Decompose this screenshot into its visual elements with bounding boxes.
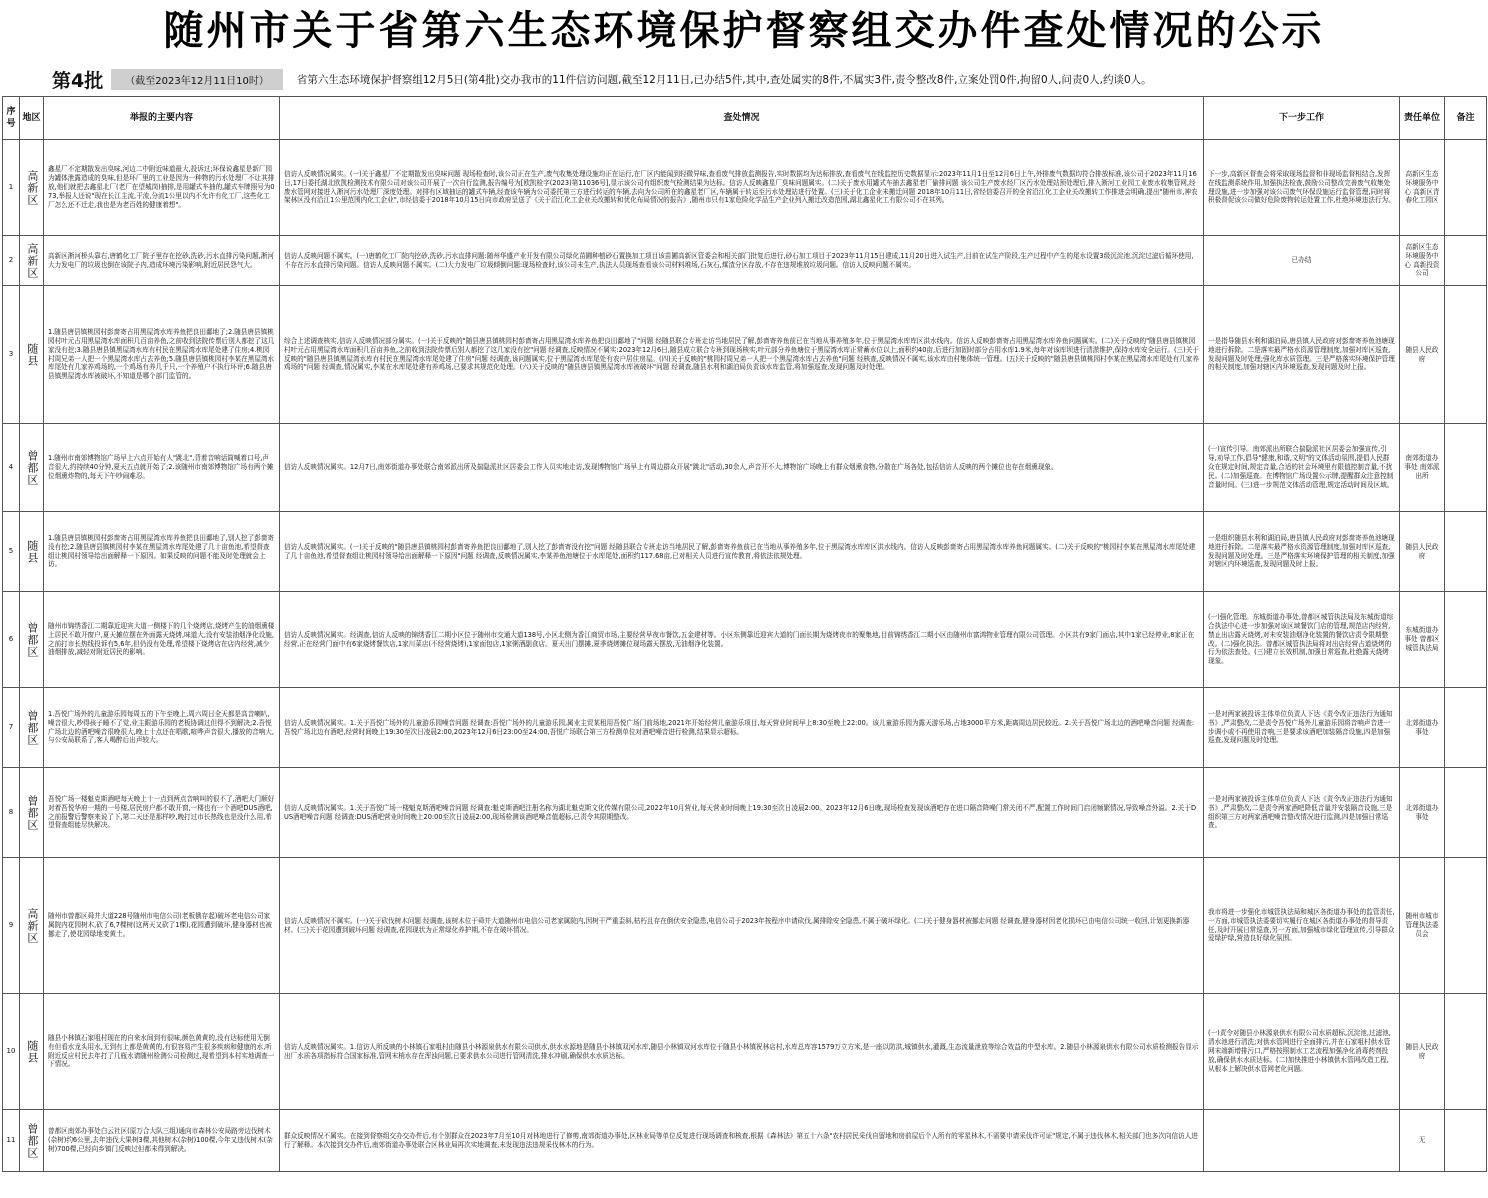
header-unit: 责任单位 xyxy=(1400,97,1445,140)
row-unit: 高新区生态环境服务中心 高新投资公司 xyxy=(1404,242,1440,278)
table-row xyxy=(3,512,1487,592)
row-next: 我市将进一步强化市城管执法局和城区各街道办事处的监管责任,一方面,市城管执法委要切实履行在城区各街道办事处的督导责任,及时开展日常巡查,另一方面,加强城市绿化管理宣传,引导群众爱绿护绿,营造良好绿化氛围。 xyxy=(1208,907,1395,943)
row-no: 11 xyxy=(3,1110,20,1172)
row-unit: 北郊街道办事处 xyxy=(1405,718,1439,736)
row-no: 4 xyxy=(3,424,20,512)
row-remark xyxy=(1445,424,1487,512)
table-row xyxy=(3,768,1487,858)
row-unit: 随州市城市管理执法委员会 xyxy=(1405,912,1439,938)
row-remark xyxy=(1445,286,1487,424)
row-no: 9 xyxy=(3,858,20,994)
row-no: 1 xyxy=(3,140,20,236)
row-content: 曾都区南郊办事处白云社区(原万合大队三组)通向市森林公安局路旁边伐树木(杂树)约6公里,去年违伐大果树3棵,其他树木(杂树)100棵,今年又违伐树木(杂树)700棵,已经向乡镇门反映过但都未得到解决。 xyxy=(48,1127,273,1153)
table-row xyxy=(3,858,1487,994)
row-result: 信访人反映情况属实。经调查,信访人反映的锦绣香江二期小区位于随州市交通大道138号,小区北侧为香江商贸市场,主要经营早夜市餐饮,五金建材等。小区东侧靠近迎宾大道的门面长期为烧烤夜市的聚集地,目前锦绣香江二期小区由随州市富鸿物业管理有限公司管理。小区共有9家门面店,其中1家已经停业,8家正在经营,正在经营门面中有6家烧烤餐饮店,1家川菜店(不经营烧烤),1家面包店,1家粥酒副食店。夏天出门摆摊,夏季烧烤摊位现场露天摆放,无油烟净化装置。 xyxy=(284,630,1195,648)
batch-label: 第4批 xyxy=(52,69,104,92)
row-no: 6 xyxy=(3,592,20,688)
row-content: 1.吾悦广场外的儿童游乐园每周五的下午至晚上,周六周日全天都是高音喇叭,噪音很大,吵得孩子睡不了觉,业主跟游乐园的老板协调过但得不到解决;2.吾悦广场北边的酒吧噪音很晚很大,晚上十点还在唱歌,喧哗声音很大,播放的音响大,与公安局联系了,客人喝醉后出声较大。 xyxy=(48,709,274,745)
row-content: 随州市锦绣香江二期靠近迎宾大道一侧楼下的几个烧烤店,烧烤产生的油烟熏楼上居民不敢开窗户,夏天摊位摆在外面露天烧烤,味道大,没有安装油烟净化设施,之前打市长热线投诉有5,6年,但仍没有处理,希望楼下烧烤店在店内经营,减少油烟排放,减轻对附近居民的影响。 xyxy=(48,621,275,657)
table-header-row xyxy=(3,97,1487,140)
row-remark xyxy=(1445,236,1487,286)
table-row xyxy=(3,424,1487,512)
table-row xyxy=(3,1110,1487,1172)
row-result: 信访人反映情况属实。(一)关于鑫星厂不定期散发出臭味问题 现场检查时,该公司正在生产,废气收集处理设施均正在运行,在厂区内能闻到轻微异味,查看废气排放监测报告,实时数据均为达标排放,查看废气在线监控历史数据显示:2023年11月1日至12月6日上午,外排废气数据均符合排放标准,该公司于2023年11月16日,17日委托湖北欧凯检测技术有限公司对该公司开展了一次自行监测,报告编号为[欧凯检字(2023)第11036号],显示该公司有组织废气检测结果为达标。信访人反映鑫星厂臭味问题属实。(二)关于废水用罐式车抽去鑫星老厂偷排问题 该公司生产废水经厂区污水处理站预处理后,排入淅河工业园工业废水收集管网,经废水管网对接进入淅河污水处理厂深度处理。对排有区域抽运的罐式车辆,经查该车辆为公司委托第三方进行转运的车辆,去向为公司所在的鑫星老厂区,车辆属于转运至污水处理站进行处置。(三)关于化工企业未搬迁问题 2018年10月11日,省经信委召开的全省沿江化工企业关改搬转工作推进会明确,提出"随州市,神农架林区没有沿江1公里范围内化工企业",市经信委于2018年10月15日向市政府呈送了《关于沿江化工企业关改搬转和优化布局情况的报告》,随州市只有1家危险化学品生产企业列入搬迁改造范围,湖北鑫星化工有限公司不在其列。 xyxy=(284,169,1198,205)
row-result: 信访人反映情况属实。1.信访人所反映的小林镇石家咀村由随县小林源泉供水有限公司供水,供水水源地是随县小林镇双河水库,随县小林镇双河水库位于随县小林镇祝林店村,水库总库容1579万立方米,是一座以防洪,城镇供水,灌溉,生态流量泄放等综合效益的中型水库。2.随县小林源泉供水有限公司水质检测报告显示出厂水质各项指标符合国家标准,管网末梢水存在浑浊问题,已要求供水公司进行管网清洗,排水冲刷,确保供水水质达标。 xyxy=(284,1042,1199,1060)
table-row xyxy=(3,592,1487,688)
row-unit: 无 xyxy=(1418,1136,1426,1145)
row-area: 随县 xyxy=(20,994,44,1110)
row-unit: 高新区生态环境服务中心 高新区青春化工园区 xyxy=(1404,169,1440,205)
row-unit: 随县人民政府 xyxy=(1405,542,1439,560)
row-area: 曾都区 xyxy=(20,1110,44,1172)
row-remark xyxy=(1445,768,1487,858)
row-unit: 北郊街道办事处 xyxy=(1405,803,1439,821)
row-content: 1.随县唐县镇桃园村彭啬寄占用黑屋湾水库养鱼把良田鄱地了;2.随县唐县镇桃园村叶元占用黑屋湾水库面积几百亩养鱼,之前收到法院传票后别人都挖了这几家没有挖;3.随县唐县镇黑屋湾水库有村民在黑屋湾水库尾处建了住房;4.桃园村周兄弟一人把一个黑屋湾水库占去养鱼;5.随县唐县镇桃园村李某在黑屋湾水库尾处有几家养鸡场的,一个鸡场有养几千只,一个养殖户不执行环评;6.随县唐县镇黑屋湾水库被破坏,不知道是哪个部门监管的。 xyxy=(48,327,275,381)
row-remark xyxy=(1445,688,1487,768)
row-result: 群众反映情况不属实。在接到督察组交办交办件后,有个别群众在2023年7月至10月对林地进行了修剪,南郊街道办事处,区林业局等单位反复进行现场调查和核查,根据《森林法》第五十六条"农村居民采伐自留地和房前屋后个人所有的零星林木,不需要申请采伐许可证"规定,不属于违伐林木,相关部门也多次向信访人进行了解释。本次接到交办件后,南郊街道办事处联合区林业局再次实地调查,未发现违法违规采伐林木的行为。 xyxy=(284,1131,1198,1149)
row-no: 7 xyxy=(3,688,20,768)
row-area: 曾都区 xyxy=(20,424,44,512)
header-remark: 备注 xyxy=(1445,97,1487,140)
row-no: 3 xyxy=(3,286,20,424)
row-content: 吾悦广场一楼魁克斯酒吧每天晚上十一点到两点音响叫的很不了,酒吧大门顺好对着吾悦华府一期的一号楼,居民房户都不敢开窗,一楼也有一个酒吧DUS酒吧,之前报警后警察来说了下,第二天还是那样吵,晚打过市长热线也是没什么用,希望督查组能尽快解决。 xyxy=(48,794,275,830)
row-next: 下一步,高新区督查会将采取现场监督和非现场监督相结合,发挥在线监测系统作用,加强执法检查,鼓励公司整改完善废气收集处理设施,进一步加强对该公司废气环保设施运行监督管理,同时将积极督促该公司做好危险废物转运处置工作,杜绝环境违法行为。 xyxy=(1208,169,1395,205)
row-remark xyxy=(1445,140,1487,236)
row-area: 高新区 xyxy=(20,236,44,286)
row-content: 鑫星厂不定期散发出臭味,河边二中附近味道最大,投诉过;环保说鑫星是新厂园为罐体泄露造成的臭味,但是环厂里的工业是因为一种物的污水处理厂不让其排放,他们就把去鑫星北厂(老厂在望城岗)抽排,是用罐式车抽的,罐式车牌照号为073,举报人还说"现在长江主流,干流,分流1公里以内不允许有化工厂,这些化工厂怎么还不迁走,我也是为老百姓的健康着想"。 xyxy=(48,165,275,209)
header-next: 下一步工作 xyxy=(1204,97,1400,140)
row-area: 曾都区 xyxy=(20,768,44,858)
row-result: 信访人反映情况属实。12月7日,南郊街道办事处联合南郊派出所及揣隐派社区居委会工作人员实地走访,发现博物馆广场早上有周边群众开展"跳北"活动,30余人,声音开不大,博物馆广场晚上有群众烟熏食物,分散在广场各处,包括信访人反映的两个摊位也存在烟熏现象。 xyxy=(284,463,1058,472)
row-area: 高新区 xyxy=(20,858,44,994)
row-remark xyxy=(1445,994,1487,1110)
table-row xyxy=(3,688,1487,768)
row-result: 综合上述调查核实,信访人反映情况部分属实。(一)关于反映的"随县唐县镇桃园村彭啬寄占用黑屋湾水库养鱼把良田鄱地了"问题 经随县联合专班走访当地居民了解,彭啬寄养鱼前已在当地从事养殖多年,位于黑屋湾水库库区洪水线内。信访人反映彭啬寄占用黑屋湾水库养鱼问题属实。(二)关于反映的"随县唐县镇桃园村叶元占用黑屋湾水库面积几百亩养鱼,之前收到法院传票后别人都挖了这几家没有挖"问题 经调查,反映情况不属实:2023年12月6日,随县成立联合专班到现场核实,叶元部分养鱼塘位于黑屋湾水库正常蓄水位以上,面积约40亩,后进行加固时部分占用水库1.9米,每年对该库坝进行清淤维护,保持水库安全运行。(三)关于反映的"随县唐县镇黑屋湾水库有村民在黑屋湾水库尾处建了住房"问题 经调查,该问题属实,位于黑屋湾水库尾处有农户居住房屋。(四)关于反映的"桃园村周兄弟一人把一个黑屋湾水库占去养鱼"问题 经核查,反映情况不属实,该水库由村集体统一管理。(五)关于反映的"随县唐县镇桃园村李某在黑屋湾水库尾处有几家养鸡场的"问题 经调查,情况属实,李某在水库尾处建有养鸡场,已要求其规范化处理。(六)关于反映的"随县唐县镇黑屋湾水库被破坏"问题 经调查,随县水利和湖泊局负责该水库监管,将加强巡查,发现问题及时处理。 xyxy=(284,336,1199,372)
row-result: 信访人反映情况属实。1.关于吾悦广场外的儿童游乐园噪音问题 经调查:吾悦广场外的儿童游乐园,属业主贸某租用吾悦广场门前场地,2021年开始经营儿童游乐项目,每天营业时间早上8:30至晚上22:00。该儿童游乐园为露天游乐场,占地3000平方米,距离周边居民较近。2.关于吾悦广场北边的酒吧噪音问题 经调查:吾悦广场北边有酒吧,经营时间晚上19:30至次日凌晨2:00,2023年12月6日23:00至24:00,吾悦广场联合第三方检测单位对酒吧噪音进行检测,结果显示超标。 xyxy=(284,718,1195,736)
cases-table xyxy=(2,96,1487,1172)
row-next: 一是组织随县水利和湖泊局,唐县镇人民政府对彭啬寄养鱼池塘现地进行拆除。二是落实最严格水资源管理制度,加强对库区巡查,发现问题及时处理。三是严格落实环境保护管理的相关制度,加强对辖区内环境巡查,发现问题及时上报。 xyxy=(1208,533,1395,569)
row-next: 已办结 xyxy=(1291,256,1312,265)
batch-header xyxy=(0,62,1488,96)
row-content: 1.随县唐县镇桃园村彭啬寄占用黑屋湾水库养鱼把良田鄱地了,别人挖了彭啬寄没有挖;2.随县唐县镇桃园村李某在黑屋湾水库尾处建了几十亩鱼池,希望督查组让桃园村领导给出面解释一下原因。如果反映的问题不能及时处理就会上访。 xyxy=(48,533,274,569)
row-result: 信访人反映问题不属实。(一)唐鹤化工厂院内挖砂,洗砂,污水直排问题:随州华盛产业开发有限公司绿化苗圃种植砂石置换加工项目该苗圃高新区管委会和相关部门批复后进行,砂石加工项目于2023年11月15日建成,11月20日进入试生产,目前在试生产阶段,生产过程中产生的尾水设置3级沉淀池,沉淀过滤后循环使用,不存在污水直排污染问题。信访人反映问题不属实。(二)大力发电厂垃圾倾倒问题:现场检查时,该公司未生产,执法人员现场查看该公司材料堆场,石灰石,煤渣分区存放,不存在违规堆放垃圾问题。信访人反映问题不属实。 xyxy=(284,251,1194,269)
row-unit: 随县人民政府 xyxy=(1405,345,1439,363)
header-no: 序号 xyxy=(3,97,20,140)
table-row xyxy=(3,140,1487,236)
row-content: 随州市曾都区舜井大道228号随州市电信公司(老板俄存起)破坏老电信公司家属院内花园树木,砍了6,7棵树(这两天又砍了1棵),花园遭到破坏,健身器材也被挪走了,使花园绿地变黄土。 xyxy=(48,912,272,938)
row-next: (一)责令对随县小林源泉供水有限公司水质超标,沉淀池,过滤池,清水池进行清洗;对供水管网进行全面排污,并在石家咀村供水管网末端新增排污口,严格按照制水工艺流程加强净化消毒药剂投放,确保供水水质达标。(二)加快推进小林镇供水管网改造工程,从根本上解决供水管网老化问题。 xyxy=(1208,1029,1391,1073)
row-no: 2 xyxy=(3,236,20,286)
header-content: 举报的主要内容 xyxy=(44,97,280,140)
row-no: 8 xyxy=(3,768,20,858)
row-area: 随县 xyxy=(20,512,44,592)
row-remark xyxy=(1445,592,1487,688)
row-remark xyxy=(1445,1110,1487,1172)
table-row xyxy=(3,994,1487,1110)
row-result: 信访人反映情况不属实。(一)关于砍伐树木问题 经调查,该树木位于舜井大道随州市电信公司老家属院内,因树干严重歪斜,枯朽且存在倒伏安全隐患,电信公司于2023年按程序申请砍伐,属排除安全隐患,不属于破坏绿化。(二)关于健身器材被挪走问题 经调查,健身器材因老化损坏已由电信公司统一收回,计划更换新器材。(三)关于花园遭到破坏问题 经调查,花园现状为正常绿化养护期,不存在破坏情况。 xyxy=(284,916,1190,934)
row-next: (一)宣传引导。南郊派出所联合揣隐派社区居委会加强宣传,引导,劝导工作,倡导"健康,和谐,文明"的文体活动氛围,提倡人民群众在规定时间,规定音量,合适的社会环境里有限值控制音量,不扰民。(二)加强巡查。在博物馆广场设置公示牌,提醒群众注意控制音量时间。(三)进一步规范文体活动管理,规定活动时间及区域。 xyxy=(1208,445,1394,489)
batch-summary: 省第六生态环境保护督察组12月5日(第4批)交办我市的11件信访问题,截至12月11日,已办结5件,其中,查处属实的8件,不属实3件,责令整改8件,立案处罚0件,拘留0人,问责0人,约谈0人。 xyxy=(296,73,1152,86)
row-next: 一是对两家被投诉主体单位负责人下达《责令改正违法行为通知书》,严肃整改,二是责令吾悦广场外儿童游乐园将音响声音进一步调小或不再使用音响,三是要求该酒吧加装隔音设施,四是加强巡查,发现问题及时处理。 xyxy=(1208,709,1393,745)
row-area: 曾都区 xyxy=(20,688,44,768)
row-no: 10 xyxy=(3,994,20,1110)
row-next: (一)强化管理。东城街道办事处,曾都区城管执法局及东城街道综合执法中心进一步加强对该区域餐饮门店的管理,规范店内经营,禁止出店露天烧烤,对未安装油烟净化装置的餐饮店责令限期整改。(二)强化执法。曾都区城管执法局将对出店经营占道烧烤的行为依法查处。(三)建立长效机制,加强日常巡查,杜绝露天烧烤现象。 xyxy=(1208,612,1394,666)
row-area: 高新区 xyxy=(20,140,44,236)
row-remark xyxy=(1445,512,1487,592)
row-content: 高新区淅河桥头靠右,唐鹤化工厂院子里存在挖砂,洗砂,污水直排污染问题,淅河大力发电厂的垃圾也倒在该院子内,造成环境污染影响,附近居民怨气大。 xyxy=(48,251,274,269)
row-unit: 东城街道办事处 曾都区城管执法局 xyxy=(1404,626,1440,652)
row-unit: 随县人民政府 xyxy=(1405,1042,1439,1060)
row-remark xyxy=(1445,858,1487,994)
header-area: 地区 xyxy=(20,97,44,140)
header-result: 查处情况 xyxy=(280,97,1204,140)
row-no: 5 xyxy=(3,512,20,592)
row-area: 曾都区 xyxy=(20,592,44,688)
cutoff-badge: （截至2023年12月11日10时） xyxy=(111,69,283,90)
row-content: 随县小林镇石家咀村现在的自来水间到有很味,颜色黄黄的,没有达标使用无倒有但看水龙头用水,无到有上都是黄黄的,有很容易产生很多疾病和健康的水,听附近反应村民去年打了几瓶水请随州检测公司检测过,现希望到本村实地调查一下情况。 xyxy=(48,1033,275,1069)
row-unit: 南郊街道办事处 南郊派出所 xyxy=(1404,454,1440,480)
row-next: 一是指导随县水利和湖泊局,唐县镇人民政府对彭啬寄养鱼池塘现地进行拆除。二是落实最严格水资源管理制度,加强对库区巡查,发现问题及时处理;强化库水质管理。三是严格落实环境保护管理的相关制度,加强对辖区内环境巡查,发现问题及时上报。 xyxy=(1208,336,1395,372)
page-title: 随州市关于省第六生态环境保护督察组交办件查处情况的公示 xyxy=(163,7,1325,54)
row-area: 随县 xyxy=(20,286,44,424)
row-result: 信访人反映情况属实。1.关于吾悦广场一楼魁克斯酒吧噪音问题 经调查:魁克斯酒吧注册名称为湖北魁克斯文化传媒有限公司,2022年10月营业,每天营业时间晚上19:30至次日凌晨2:00。2023年12月6日晚,现场检查发现该酒吧存在进口隔音降噪门常关闭不严,配置工作时间门启闭频繁情况,导致噪音外溢。2.关于DUS酒吧噪音问题 经调查:DUS酒吧营业时间晚上20:00至次日凌晨2:00,现场检测该酒吧噪音值超标,已责令其限期整改。 xyxy=(284,803,1197,821)
table-row xyxy=(3,236,1487,286)
row-next: 一是对两家被投诉主体单位负责人下达《责令改正违法行为通知书》,严肃整改,二是责令两家酒吧降低音量并安装隔音设施,三是组织第三方对两家酒吧噪音整改情况进行监测,四是加强日常巡查。 xyxy=(1208,794,1393,830)
row-result: 信访人反映情况属实。(一)关于反映的"随县唐县镇桃园村彭啬寄养鱼把良田鄱地了,别人挖了彭啬寄没有挖"问题 经随县联合专班走访当地居民了解,彭啬寄养鱼前已在当地从事养殖多年,位于黑屋湾水库库区洪水线内。信访人反映彭啬寄占用黑屋湾水库养鱼问题属实。(二)关于反映的"桃园村李某在黑屋湾水库尾处建了几十亩鱼池,希望督查组让桃园村领导给出面解释一下原因"问题 经调查,反映情况属实,李某养鱼池塘位于水库尾处,面积约117.68亩,已对相关人员进行宣传教育,将依法依规处理。 xyxy=(284,542,1196,560)
row-content: 1.随州市南郊博物馆广场早上六点开始有人"跳北",背着音响话筒喊着口号,声音很大,约持续40分钟,夏天五点就开始了;2.该随州市南郊博物馆广场有两个摊位烟熏炸物的,每天下午吵闹难忍。 xyxy=(48,454,274,480)
table-row xyxy=(3,286,1487,424)
